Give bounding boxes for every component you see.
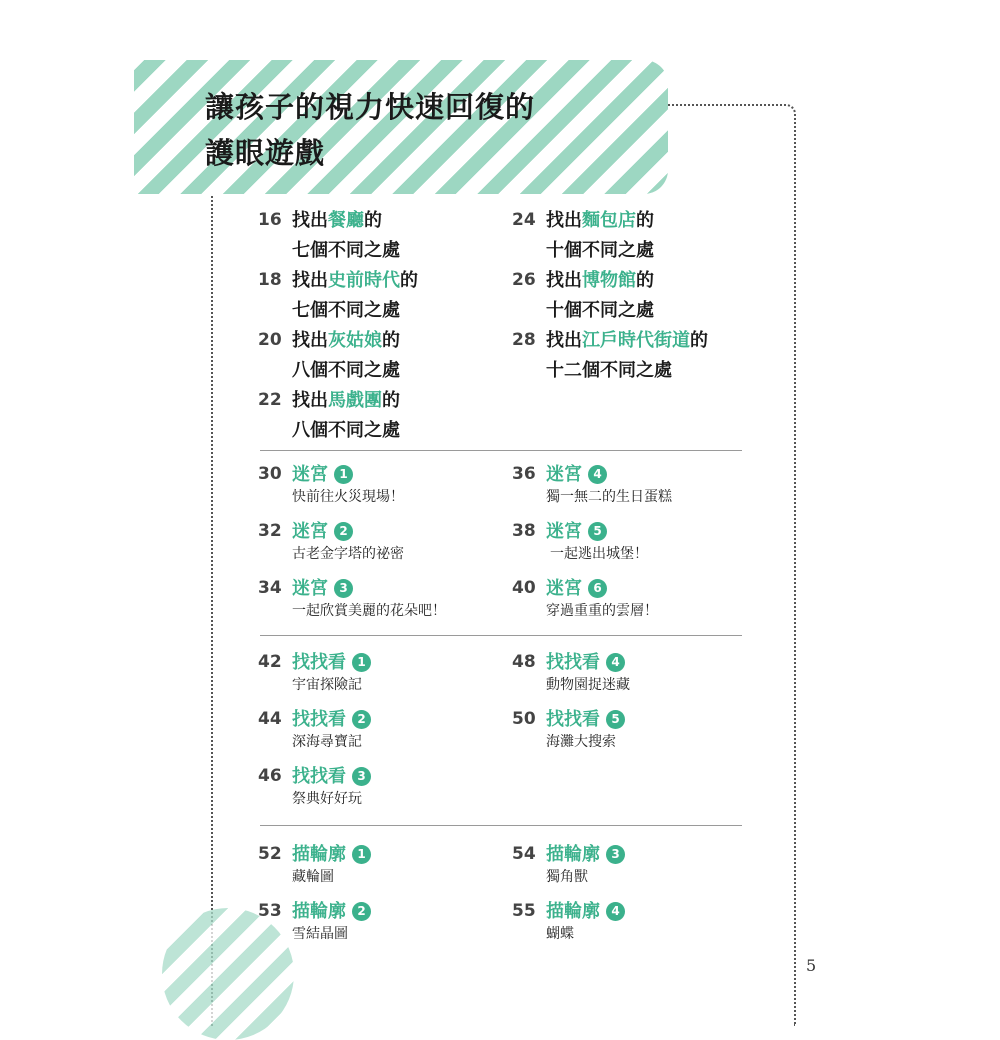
page-number-label: 18 bbox=[258, 270, 282, 290]
page-number-label: 24 bbox=[512, 210, 536, 230]
entry-subtitle: 八個不同之處 bbox=[292, 360, 400, 381]
toc-entry[interactable] bbox=[512, 705, 752, 755]
page-title-line1: 讓孩子的視力快速回復的 bbox=[205, 90, 536, 124]
toc-entry[interactable] bbox=[512, 460, 752, 510]
toc-entry[interactable] bbox=[512, 840, 752, 890]
entry-heading: 迷宮 1 bbox=[292, 460, 353, 489]
number-badge-icon: 1 bbox=[352, 653, 371, 672]
entry-subtitle: 穿過重重的雲層！ bbox=[546, 603, 658, 619]
entry-subtitle: 深海尋寶記 bbox=[292, 734, 362, 750]
section-divider bbox=[260, 450, 742, 451]
number-badge-icon: 3 bbox=[606, 845, 625, 864]
highlight-text: 博物館 bbox=[582, 270, 636, 291]
entry-heading: 描輪廓 3 bbox=[546, 840, 625, 869]
toc-entry[interactable] bbox=[512, 206, 752, 266]
page-number-label: 54 bbox=[512, 844, 536, 864]
entry-subtitle: 蝴蝶 bbox=[546, 926, 574, 942]
page-number-label: 44 bbox=[258, 709, 282, 729]
entry-subtitle: 十個不同之處 bbox=[546, 240, 654, 261]
entry-heading: 描輪廓 4 bbox=[546, 897, 625, 926]
entry-heading: 描輪廓 1 bbox=[292, 840, 371, 869]
toc-entry[interactable] bbox=[258, 840, 498, 890]
page-title bbox=[205, 84, 535, 176]
highlight-text: 麵包店 bbox=[582, 210, 636, 231]
entry-subtitle: 七個不同之處 bbox=[292, 300, 400, 321]
entry-subtitle: 快前往火災現場！ bbox=[292, 489, 404, 505]
highlight-text: 江戶時代街道 bbox=[582, 330, 690, 351]
entry-subtitle: 藏輪圖 bbox=[292, 869, 334, 885]
entry-subtitle: 宇宙探險記 bbox=[292, 677, 362, 693]
page-number-label: 36 bbox=[512, 464, 536, 484]
toc-entry[interactable] bbox=[258, 762, 498, 812]
page-number-label: 42 bbox=[258, 652, 282, 672]
folio-page-number: 5 bbox=[806, 956, 817, 975]
toc-entry[interactable] bbox=[258, 574, 498, 624]
toc-entry[interactable] bbox=[258, 460, 498, 510]
page-number-label: 30 bbox=[258, 464, 282, 484]
page-title-line2: 護眼遊戲 bbox=[205, 136, 326, 170]
toc-entry[interactable] bbox=[258, 206, 498, 266]
entry-heading: 找找看 1 bbox=[292, 648, 371, 677]
entry-heading: 迷宮 6 bbox=[546, 574, 607, 603]
number-badge-icon: 4 bbox=[588, 465, 607, 484]
highlight-text: 史前時代 bbox=[328, 270, 400, 291]
page-number-label: 40 bbox=[512, 578, 536, 598]
number-badge-icon: 4 bbox=[606, 653, 625, 672]
page-number-label: 34 bbox=[258, 578, 282, 598]
entry-heading: 找找看 4 bbox=[546, 648, 625, 677]
entry-subtitle: 十二個不同之處 bbox=[546, 360, 672, 381]
entry-heading: 找出博物館的 bbox=[546, 270, 654, 291]
highlight-text: 灰姑娘 bbox=[328, 330, 382, 351]
number-badge-icon: 4 bbox=[606, 902, 625, 921]
entry-heading: 描輪廓 2 bbox=[292, 897, 371, 926]
number-badge-icon: 5 bbox=[588, 522, 607, 541]
entry-subtitle: 祭典好好玩 bbox=[292, 791, 362, 807]
page-number-label: 53 bbox=[258, 901, 282, 921]
entry-heading: 迷宮 5 bbox=[546, 517, 607, 546]
toc-entry[interactable] bbox=[512, 574, 752, 624]
page-number-label: 26 bbox=[512, 270, 536, 290]
entry-heading: 迷宮 4 bbox=[546, 460, 607, 489]
highlight-text: 餐廳 bbox=[328, 210, 364, 231]
number-badge-icon: 2 bbox=[334, 522, 353, 541]
entry-subtitle: 雪結晶圖 bbox=[292, 926, 348, 942]
section-divider bbox=[260, 635, 742, 636]
entry-heading: 找出史前時代的 bbox=[292, 270, 418, 291]
entry-subtitle: 獨角獸 bbox=[546, 869, 588, 885]
entry-subtitle: 八個不同之處 bbox=[292, 420, 400, 441]
page-number-label: 38 bbox=[512, 521, 536, 541]
entry-subtitle: 獨一無二的生日蛋糕 bbox=[546, 489, 672, 505]
page-number-label: 55 bbox=[512, 901, 536, 921]
toc-entry[interactable] bbox=[512, 897, 752, 947]
toc-entry[interactable] bbox=[512, 517, 752, 567]
toc-entry[interactable] bbox=[258, 517, 498, 567]
entry-heading: 找出麵包店的 bbox=[546, 210, 654, 231]
toc-entry[interactable] bbox=[258, 897, 498, 947]
toc-entry[interactable] bbox=[258, 386, 498, 446]
section-divider bbox=[260, 825, 742, 826]
page-number-label: 20 bbox=[258, 330, 282, 350]
entry-subtitle: 一起逃出城堡！ bbox=[550, 546, 648, 562]
highlight-text: 馬戲團 bbox=[328, 390, 382, 411]
entry-subtitle: 一起欣賞美麗的花朵吧！ bbox=[292, 603, 446, 619]
page-number-label: 52 bbox=[258, 844, 282, 864]
entry-heading: 找出餐廳的 bbox=[292, 210, 382, 231]
page-number-label: 16 bbox=[258, 210, 282, 230]
number-badge-icon: 3 bbox=[334, 579, 353, 598]
toc-entry[interactable] bbox=[512, 648, 752, 698]
entry-heading: 找找看 3 bbox=[292, 762, 371, 791]
toc-entry[interactable] bbox=[258, 266, 498, 326]
entry-heading: 迷宮 2 bbox=[292, 517, 353, 546]
entry-subtitle: 古老金字塔的祕密 bbox=[292, 546, 404, 562]
page-number-label: 28 bbox=[512, 330, 536, 350]
number-badge-icon: 6 bbox=[588, 579, 607, 598]
toc-entry[interactable] bbox=[258, 705, 498, 755]
entry-subtitle: 十個不同之處 bbox=[546, 300, 654, 321]
page-number-label: 48 bbox=[512, 652, 536, 672]
page-number-label: 46 bbox=[258, 766, 282, 786]
page-number-label: 22 bbox=[258, 390, 282, 410]
entry-heading: 找出江戶時代街道的 bbox=[546, 330, 708, 351]
entry-heading: 迷宮 3 bbox=[292, 574, 353, 603]
page-number-label: 32 bbox=[258, 521, 282, 541]
entry-heading: 找出馬戲團的 bbox=[292, 390, 400, 411]
entry-subtitle: 動物園捉迷藏 bbox=[546, 677, 630, 693]
number-badge-icon: 1 bbox=[334, 465, 353, 484]
entry-subtitle: 七個不同之處 bbox=[292, 240, 400, 261]
number-badge-icon: 1 bbox=[352, 845, 371, 864]
page-number-label: 50 bbox=[512, 709, 536, 729]
entry-heading: 找找看 2 bbox=[292, 705, 371, 734]
number-badge-icon: 2 bbox=[352, 710, 371, 729]
entry-heading: 找找看 5 bbox=[546, 705, 625, 734]
number-badge-icon: 3 bbox=[352, 767, 371, 786]
entry-subtitle: 海灘大搜索 bbox=[546, 734, 616, 750]
entry-heading: 找出灰姑娘的 bbox=[292, 330, 400, 351]
number-badge-icon: 5 bbox=[606, 710, 625, 729]
toc-entry[interactable] bbox=[258, 648, 498, 698]
toc-entry[interactable] bbox=[258, 326, 498, 386]
number-badge-icon: 2 bbox=[352, 902, 371, 921]
toc-entry[interactable] bbox=[512, 326, 752, 386]
toc-entry[interactable] bbox=[512, 266, 752, 326]
